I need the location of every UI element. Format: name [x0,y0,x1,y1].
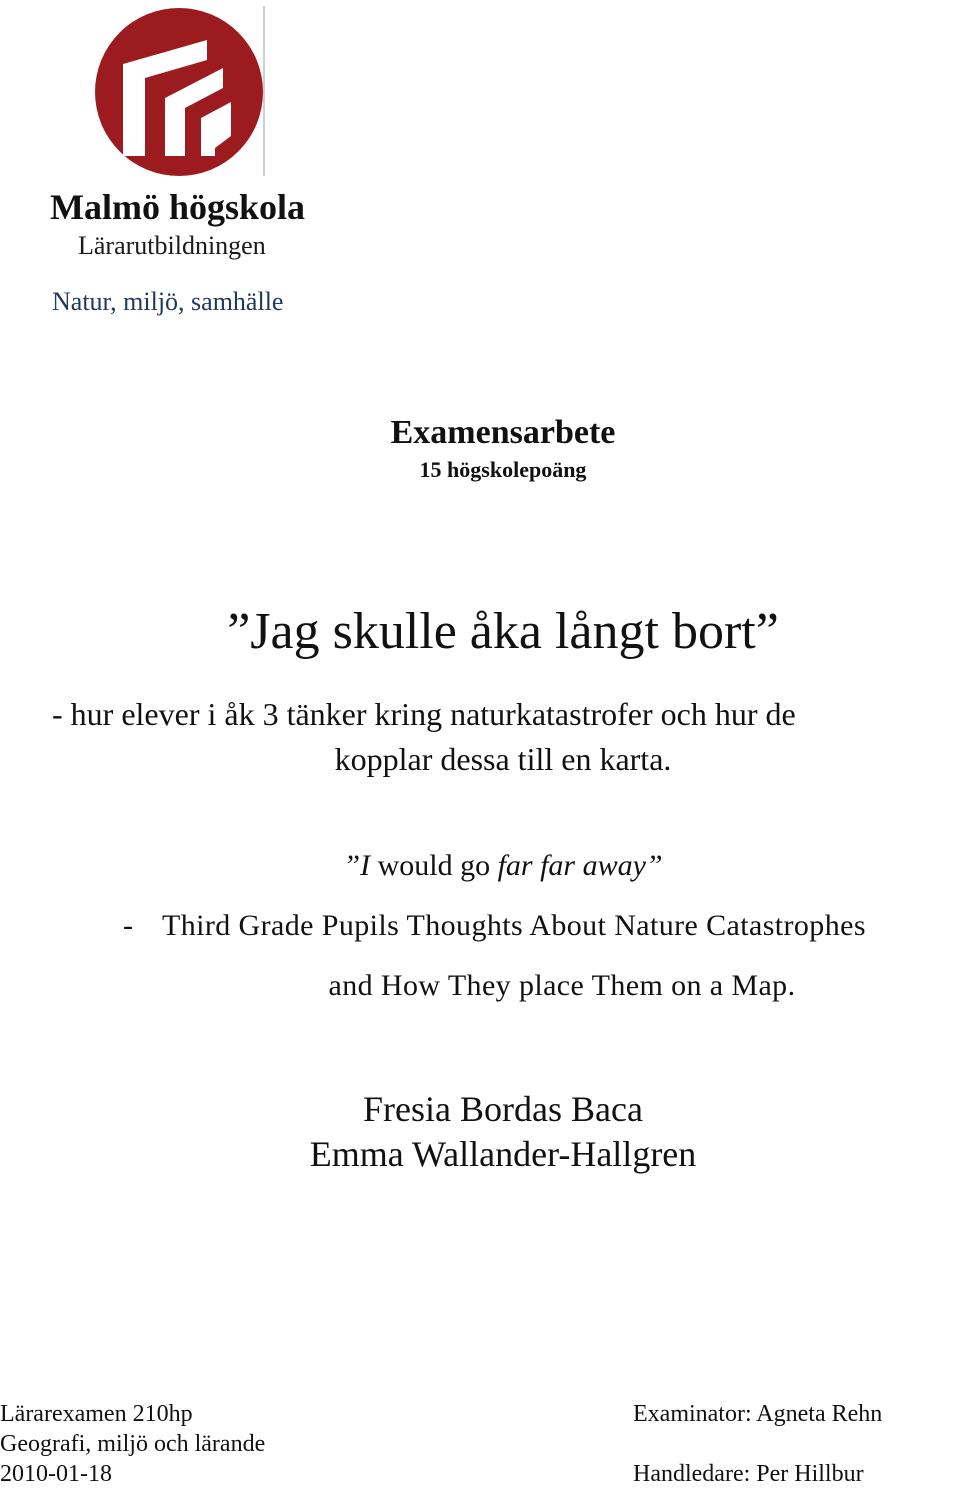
malmo-hogskola-logo-icon [95,6,265,176]
author-1: Fresia Bordas Baca [363,1089,643,1129]
institution-department: Lärarutbildningen [78,231,266,260]
footer-supervisor: Handledare: Per Hillbur [633,1461,864,1487]
thesis-type: Examensarbete [390,414,616,451]
title-english [0,847,960,885]
title-english-middle: would go [370,849,498,882]
footer-degree: Lärarexamen 210hp [0,1401,193,1427]
subtitle-swedish-line-2: kopplar dessa till en karta. [334,741,672,777]
subtitle-english-line-2: and How They place Them on a Map. [328,969,796,1002]
title-english-quote-close: ” [645,849,663,882]
title-english-far: far far away [497,849,646,882]
title-english-i: I [360,849,371,882]
footer-examiner: Examinator: Agneta Rehn [633,1401,883,1427]
author-2: Emma Wallander-Hallgren [309,1134,697,1174]
footer-subject: Geografi, miljö och lärande [0,1431,266,1457]
footer-date: 2010-01-18 [0,1461,112,1487]
subtitle-swedish-line-1: - hur elever i åk 3 tänker kring naturkatastrofer och hur de [52,696,796,732]
institution-name: Malmö högskola [50,187,306,227]
subtitle-english-dash: - [123,909,133,942]
subtitle-english-line-1: Third Grade Pupils Thoughts About Nature Catastrophes [162,909,866,942]
main-title-swedish: ”Jag skulle åka långt bort” [227,603,779,660]
institution-program: Natur, miljö, samhälle [52,287,284,316]
title-english-quote-open: ” [343,849,361,882]
thesis-credits: 15 högskolepoäng [419,457,587,482]
